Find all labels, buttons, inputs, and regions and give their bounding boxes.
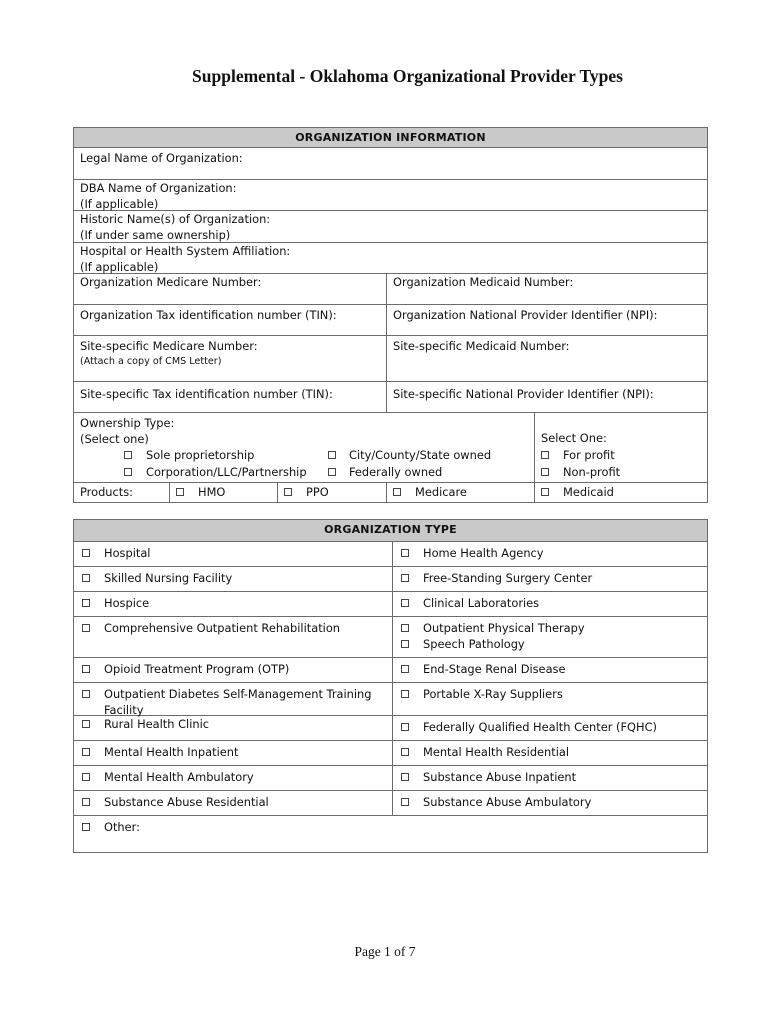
org-type-row bbox=[74, 592, 707, 617]
checkbox-icon[interactable] bbox=[176, 488, 184, 496]
org-type-speech-pathology[interactable] bbox=[401, 636, 701, 652]
org-type-mental-health-inpatient[interactable] bbox=[74, 741, 392, 765]
org-type-row bbox=[74, 567, 707, 592]
org-type-row bbox=[74, 716, 707, 741]
products-label-cell bbox=[74, 483, 169, 502]
product-medicaid[interactable] bbox=[534, 483, 707, 502]
org-type-surgery-center[interactable] bbox=[392, 567, 707, 591]
affiliation-row bbox=[74, 243, 707, 274]
page-title: Supplemental - Oklahoma Organizational Provider Types bbox=[192, 66, 623, 86]
org-type-therapy-cell bbox=[392, 617, 707, 657]
page-number: Page 1 of 7 bbox=[354, 944, 416, 959]
site-medicare-field[interactable] bbox=[74, 336, 386, 381]
npi-field[interactable] bbox=[386, 305, 707, 335]
ownership-option-sole[interactable] bbox=[124, 447, 254, 463]
org-type-label: Federally Qualified Health Center (FQHC) bbox=[423, 720, 657, 734]
checkbox-icon[interactable] bbox=[401, 748, 409, 756]
dba-label: DBA Name of Organization: bbox=[80, 181, 237, 195]
tin-label: Organization Tax identification number (TIN): bbox=[80, 308, 337, 322]
org-type-end-stage-renal[interactable] bbox=[392, 658, 707, 682]
products-label: Products: bbox=[80, 485, 134, 499]
org-type-portable-xray[interactable] bbox=[392, 683, 707, 715]
checkbox-icon[interactable] bbox=[401, 798, 409, 806]
checkbox-icon[interactable] bbox=[82, 665, 90, 673]
checkbox-icon[interactable] bbox=[393, 488, 401, 496]
org-type-label: Hospice bbox=[104, 596, 150, 610]
checkbox-icon[interactable] bbox=[82, 720, 90, 728]
org-type-opioid-treatment[interactable] bbox=[74, 658, 392, 682]
profit-option-non-profit[interactable] bbox=[541, 464, 701, 480]
org-type-label: Rural Health Clinic bbox=[104, 717, 210, 731]
checkbox-icon[interactable] bbox=[328, 451, 336, 459]
legal-name-label: Legal Name of Organization: bbox=[80, 151, 243, 165]
org-type-comprehensive-outpatient-rehab[interactable] bbox=[74, 617, 392, 657]
checkbox-icon[interactable] bbox=[401, 723, 409, 731]
historic-name-row bbox=[74, 211, 707, 243]
org-type-other-row bbox=[74, 816, 707, 852]
ownership-option-label: Corporation/LLC/Partnership bbox=[146, 465, 307, 479]
org-type-label: Free-Standing Surgery Center bbox=[423, 571, 593, 585]
org-type-label: Mental Health Ambulatory bbox=[104, 770, 254, 784]
product-ppo[interactable] bbox=[277, 483, 386, 502]
org-type-substance-abuse-residential[interactable] bbox=[74, 791, 392, 815]
ownership-type-label: Ownership Type: bbox=[80, 416, 175, 430]
medicare-medicaid-row bbox=[74, 274, 707, 305]
section-header: ORGANIZATION INFORMATION bbox=[74, 128, 707, 148]
affiliation-field[interactable] bbox=[74, 243, 707, 273]
npi-label: Organization National Provider Identifier (NPI): bbox=[393, 308, 658, 322]
legal-name-row bbox=[74, 148, 707, 180]
ownership-option-label: City/County/State owned bbox=[349, 448, 492, 462]
org-type-label: Substance Abuse Residential bbox=[104, 795, 269, 809]
org-type-label: Mental Health Residential bbox=[423, 745, 570, 759]
org-type-label: End-Stage Renal Disease bbox=[423, 662, 566, 676]
product-label: Medicaid bbox=[563, 485, 614, 499]
ownership-option-government[interactable] bbox=[328, 447, 491, 463]
checkbox-icon[interactable] bbox=[401, 599, 409, 607]
site-medicare-medicaid-row bbox=[74, 336, 707, 382]
products-row bbox=[74, 483, 707, 502]
site-medicaid-label: Site-specific Medicaid Number: bbox=[393, 339, 570, 353]
org-type-mental-health-residential[interactable] bbox=[392, 741, 707, 765]
org-type-substance-abuse-ambulatory[interactable] bbox=[392, 791, 707, 815]
org-type-hospice[interactable] bbox=[74, 592, 392, 616]
affiliation-note: (If applicable) bbox=[80, 260, 159, 274]
ownership-option-label: Federally owned bbox=[349, 465, 443, 479]
section-header: ORGANIZATION TYPE bbox=[74, 520, 707, 542]
org-type-label: Skilled Nursing Facility bbox=[104, 571, 233, 585]
checkbox-icon[interactable] bbox=[82, 798, 90, 806]
checkbox-icon[interactable] bbox=[401, 665, 409, 673]
profit-option-label: Non-profit bbox=[563, 465, 621, 479]
org-type-fqhc[interactable] bbox=[392, 716, 707, 740]
org-type-label: Outpatient Physical Therapy bbox=[423, 621, 585, 635]
select-one-label: Select One: bbox=[541, 431, 607, 445]
organization-information-table bbox=[73, 127, 708, 503]
profit-option-for-profit[interactable] bbox=[541, 447, 701, 463]
org-type-clinical-laboratories[interactable] bbox=[392, 592, 707, 616]
profit-option-label: For profit bbox=[563, 448, 615, 462]
org-type-home-health-agency[interactable] bbox=[392, 542, 707, 566]
checkbox-icon[interactable] bbox=[401, 690, 409, 698]
org-type-hospital[interactable] bbox=[74, 542, 392, 566]
product-hmo[interactable] bbox=[169, 483, 277, 502]
org-type-row bbox=[74, 766, 707, 791]
org-type-label: Substance Abuse Ambulatory bbox=[423, 795, 592, 809]
org-type-row bbox=[74, 658, 707, 683]
ownership-option-label: Sole proprietorship bbox=[146, 448, 255, 462]
historic-name-note: (If under same ownership) bbox=[80, 228, 231, 242]
site-npi-label: Site-specific National Provider Identifier (NPI): bbox=[393, 387, 654, 401]
checkbox-icon[interactable] bbox=[82, 624, 90, 632]
org-type-label: Hospital bbox=[104, 546, 151, 560]
ownership-select-note: (Select one) bbox=[80, 432, 149, 446]
org-type-label: Clinical Laboratories bbox=[423, 596, 540, 610]
site-medicare-label: Site-specific Medicare Number: bbox=[80, 339, 258, 353]
checkbox-icon[interactable] bbox=[82, 748, 90, 756]
checkbox-icon[interactable] bbox=[541, 451, 549, 459]
medicare-number-field[interactable] bbox=[74, 274, 386, 304]
checkbox-icon[interactable] bbox=[82, 599, 90, 607]
site-npi-field[interactable] bbox=[386, 382, 707, 412]
affiliation-label: Hospital or Health System Affiliation: bbox=[80, 244, 291, 258]
checkbox-icon[interactable] bbox=[82, 773, 90, 781]
ownership-option-federal[interactable] bbox=[328, 464, 442, 480]
org-type-skilled-nursing[interactable] bbox=[74, 567, 392, 591]
org-type-substance-abuse-inpatient[interactable] bbox=[392, 766, 707, 790]
ownership-type-cell bbox=[74, 413, 534, 482]
checkbox-icon[interactable] bbox=[124, 451, 132, 459]
org-type-label: Speech Pathology bbox=[423, 637, 525, 651]
site-medicare-note: (Attach a copy of CMS Letter) bbox=[80, 356, 222, 367]
org-type-rural-health-clinic[interactable] bbox=[74, 716, 392, 740]
checkbox-icon[interactable] bbox=[541, 468, 549, 476]
checkbox-icon[interactable] bbox=[541, 488, 549, 496]
checkbox-icon[interactable] bbox=[401, 549, 409, 557]
org-type-row bbox=[74, 741, 707, 766]
product-label: Medicare bbox=[415, 485, 467, 499]
medicaid-number-field[interactable] bbox=[386, 274, 707, 304]
product-label: PPO bbox=[306, 485, 329, 499]
checkbox-icon[interactable] bbox=[82, 549, 90, 557]
dba-note: (If applicable) bbox=[80, 197, 159, 211]
org-type-diabetes-training[interactable] bbox=[74, 683, 392, 715]
historic-name-field[interactable] bbox=[74, 211, 707, 242]
legal-name-field[interactable] bbox=[74, 148, 707, 179]
org-type-row bbox=[74, 542, 707, 567]
checkbox-icon[interactable] bbox=[82, 574, 90, 582]
org-type-label: Opioid Treatment Program (OTP) bbox=[104, 662, 290, 676]
profit-status-cell bbox=[534, 413, 707, 482]
org-type-other-label: Other: bbox=[104, 820, 140, 834]
org-type-label: Outpatient Diabetes Self-Management Training Facility bbox=[104, 687, 372, 717]
site-medicaid-field[interactable] bbox=[386, 336, 707, 381]
medicaid-number-label: Organization Medicaid Number: bbox=[393, 275, 574, 289]
historic-name-label: Historic Name(s) of Organization: bbox=[80, 212, 271, 226]
checkbox-icon[interactable] bbox=[401, 773, 409, 781]
org-type-label: Portable X-Ray Suppliers bbox=[423, 687, 563, 701]
dba-row bbox=[74, 180, 707, 211]
org-type-mental-health-ambulatory[interactable] bbox=[74, 766, 392, 790]
checkbox-icon[interactable] bbox=[82, 823, 90, 831]
medicare-number-label: Organization Medicare Number: bbox=[80, 275, 262, 289]
ownership-option-corporation[interactable] bbox=[124, 464, 307, 480]
checkbox-icon[interactable] bbox=[284, 488, 292, 496]
org-type-label: Comprehensive Outpatient Rehabilitation bbox=[104, 621, 341, 635]
org-type-row bbox=[74, 683, 707, 716]
checkbox-icon[interactable] bbox=[401, 624, 409, 632]
site-tin-npi-row bbox=[74, 382, 707, 413]
product-label: HMO bbox=[198, 485, 226, 499]
org-type-label: Mental Health Inpatient bbox=[104, 745, 239, 759]
checkbox-icon[interactable] bbox=[401, 640, 409, 648]
site-tin-label: Site-specific Tax identification number (TIN): bbox=[80, 387, 333, 401]
checkbox-icon[interactable] bbox=[82, 690, 90, 698]
org-type-other[interactable] bbox=[74, 816, 707, 852]
org-type-row bbox=[74, 617, 707, 658]
tin-field[interactable] bbox=[74, 305, 386, 335]
tin-npi-row bbox=[74, 305, 707, 336]
org-type-label: Home Health Agency bbox=[423, 546, 544, 560]
org-type-label: Substance Abuse Inpatient bbox=[423, 770, 577, 784]
checkbox-icon[interactable] bbox=[328, 468, 336, 476]
organization-type-table bbox=[73, 519, 708, 853]
product-medicare[interactable] bbox=[386, 483, 534, 502]
org-type-row bbox=[74, 791, 707, 816]
checkbox-icon[interactable] bbox=[124, 468, 132, 476]
checkbox-icon[interactable] bbox=[401, 574, 409, 582]
dba-field[interactable] bbox=[74, 180, 707, 210]
site-tin-field[interactable] bbox=[74, 382, 386, 412]
ownership-row bbox=[74, 413, 707, 483]
org-type-outpatient-physical-therapy[interactable] bbox=[401, 620, 701, 636]
